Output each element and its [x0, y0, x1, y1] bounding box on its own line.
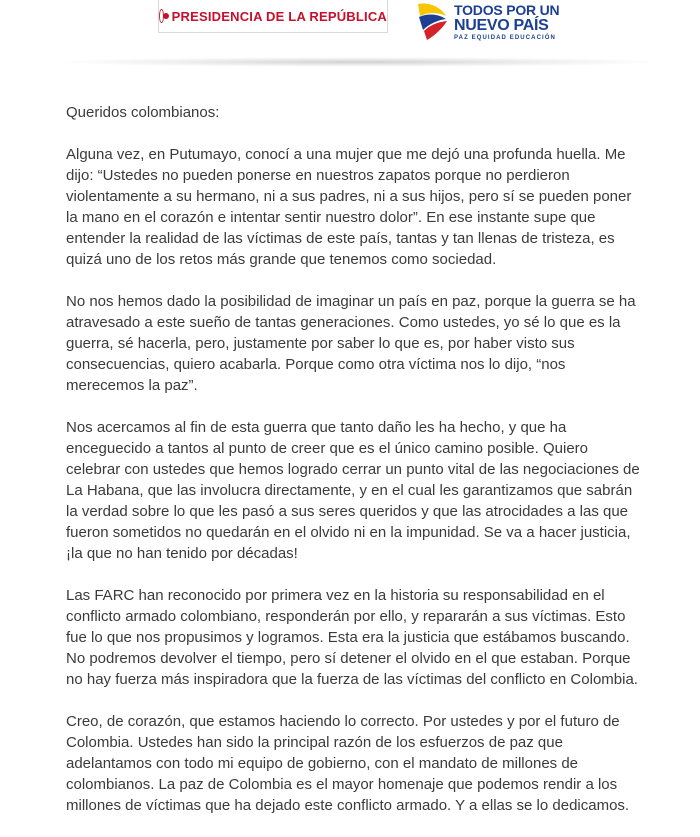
paragraph-1: Alguna vez, en Putumayo, conocí a una mujer que me dejó una profunda huella. Me dijo: “Ustedes no pueden ponerse en nuestros zapatos porque no perdieron violentamente a su hermano, ni a sus padres, ni a sus hijos, pero sí se pueden poner la mano en el corazón e intentar sentir nuestro dolor”. En ese instante supe que entender la realidad de las víctimas de este país, tantas y tan llenas de tristeza, es quizá uno de los retos más grande que tenemos como sociedad.: [66, 146, 632, 268]
logo-tagline: PAZ EQUIDAD EDUCACIÓN: [454, 35, 556, 41]
todos-por-un-nuevo-pais-logo: [410, 0, 570, 46]
paragraph-2: No nos hemos dado la posibilidad de imaginar un país en paz, porque la guerra se ha atravesado a este sueño de tantas generaciones. Como ustedes, yo sé lo que es la guerra, sé hacerla, pero, justamente por saber lo que es, por haber visto sus consecuencias, quiero acabarla. Porque como otra víctima nos lo dijo, “nos merecemos la paz”.: [66, 293, 636, 394]
logo-line-1: TODOS POR UN: [454, 2, 560, 18]
presidency-banner: [158, 0, 388, 33]
paragraph-5: Creo, de corazón, que estamos haciendo lo correcto. Por ustedes y por el futuro de Colombia. Ustedes han sido la principal razón de los esfuerzos de paz que adelantamos con todo mi equipo de gobierno, con el mandato de millones de colombianos. La paz de Colombia es el mayor homenaje que podemos rendir a los millones de víctimas que ha dejado este conflicto armado. Y a ellas se lo dedicamos.: [66, 713, 630, 814]
letterhead: [0, 0, 700, 62]
presidency-label: PRESIDENCIA DE LA REPÚBLICA: [171, 8, 387, 24]
paragraph-3: Nos acercamos al fin de esta guerra que tanto daño les ha hecho, y que ha enceguecido a tantos al punto de creer que es el único camino posible. Quiero celebrar con ustedes que hemos logrado cerrar un punto vital de las negociaciones de La Habana, que las involucra directamente, y en el cual les garantizamos que sabrán la verdad sobre lo que les pasó a sus seres queridos y que las atrocidades a las que fueron sometidos no quedarán en el olvido ni en la impunidad. Se va a hacer justicia, ¡la que no han tenido por décadas!: [66, 419, 640, 562]
letter-body: [66, 102, 640, 837]
coat-of-arms-icon: [159, 9, 164, 23]
logo-text: [454, 2, 559, 41]
flag-swoosh-icon: [414, 0, 452, 42]
paragraph-4: Las FARC han reconocido por primera vez en la historia su responsabilidad en el conflicto armado colombiano, responderán por ello, y repararán a sus víctimas. Esto fue lo que nos propusimos y logramos. Esta era la justicia que estábamos buscando. No podremos devolver el tiempo, pero sí detener el olvido en el que estaban. Porque no hay fuerza más inspiradora que la fuerza de las víctimas del conflicto en Colombia.: [66, 587, 638, 688]
header-shadow-divider: [60, 57, 660, 67]
logo-line-2: NUEVO PAÍS: [454, 17, 549, 34]
salutation: Queridos colombianos:: [66, 104, 220, 121]
